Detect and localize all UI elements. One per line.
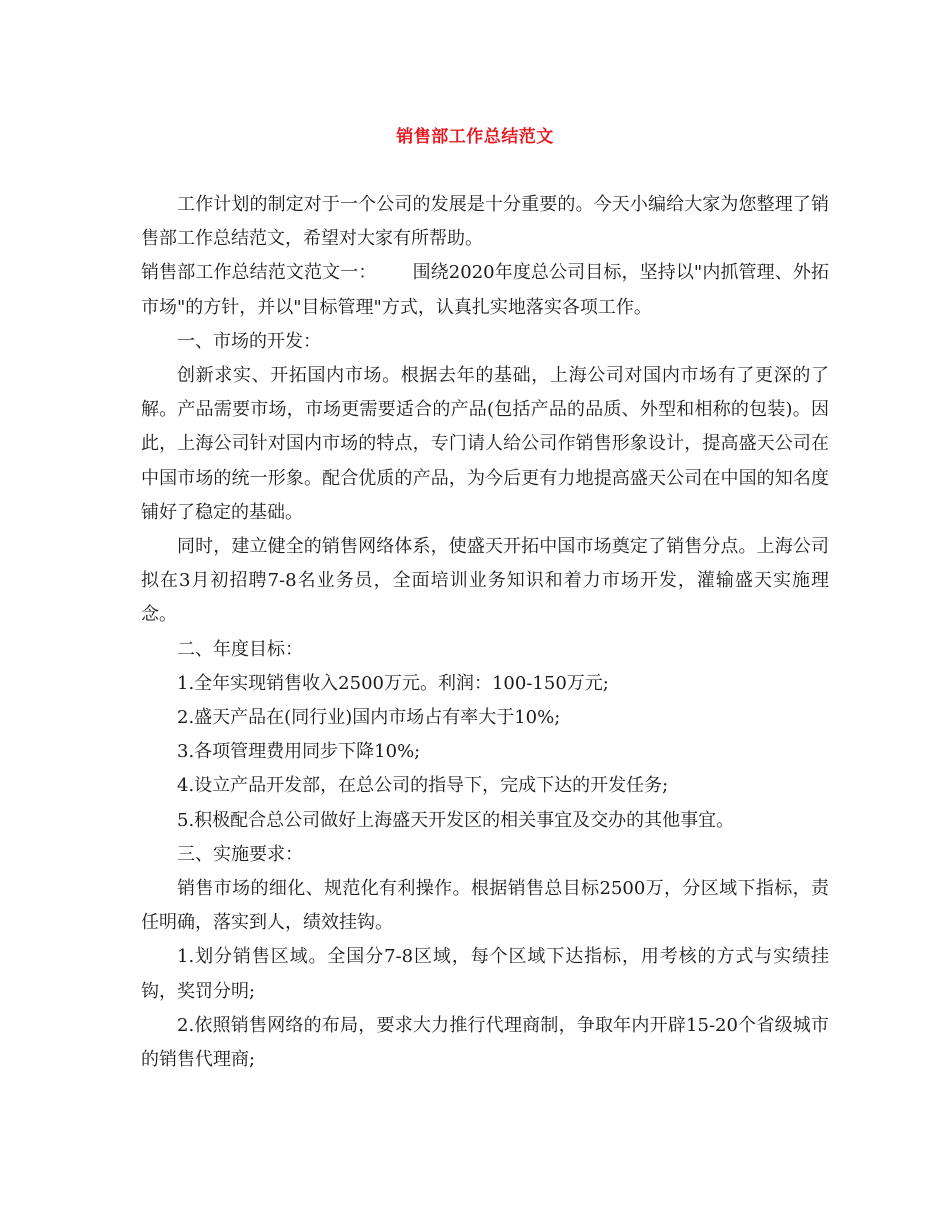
intro-paragraph: 工作计划的制定对于一个公司的发展是十分重要的。今天小编给大家为您整理了销售部工作总结范文，希望对大家有所帮助。 — [141, 194, 829, 250]
sample-heading: 销售部工作总结范文范文一： — [141, 262, 377, 284]
sample-opening-text: 围绕2020年度总公司目标，坚持以"内抓管理、外拓市场"的方针，并以"目标管理"方式，认真扎实地落实各项工作。 — [141, 262, 829, 318]
requirement-item-1: 1.划分销售区域。全国分7-8区域，每个区域下达指标，用考核的方式与实绩挂钩，奖罚分明; — [141, 946, 829, 1002]
market-paragraph-2: 同时，建立健全的销售网络体系，使盛天开拓中国市场奠定了销售分点。上海公司拟在3月初招聘7-8名业务员，全面培训业务知识和着力市场开发，灌输盛天实施理念。 — [141, 536, 829, 626]
document-title: 销售部工作总结范文 — [396, 127, 554, 147]
requirement-item-2: 2.依照销售网络的布局，要求大力推行代理商制，争取年内开辟15-20个省级城市的销售代理商; — [141, 1014, 829, 1071]
goal-item-5: 5.积极配合总公司做好上海盛天开发区的相关事宜及交办的其他事宜。 — [177, 809, 735, 831]
goal-item-3: 3.各项管理费用同步下降10%; — [177, 741, 421, 763]
goal-item-2: 2.盛天产品在(同行业)国内市场占有率大于10%; — [177, 707, 561, 729]
section-heading-requirements: 三、实施要求： — [177, 843, 303, 865]
requirements-paragraph: 销售市场的细化、规范化有利操作。根据销售总目标2500万，分区域下指标，责任明确，落实到人，绩效挂钩。 — [141, 878, 829, 934]
market-paragraph-1: 创新求实、开拓国内市场。根据去年的基础，上海公司对国内市场有了更深的了解。产品需要市场，市场更需要适合的产品(包括产品的品质、外型和相称的包装)。因此，上海公司针对国内市场的特点，专门请人给公司作销售形象设计，提高盛天公司在中国市场的统一形象。配合优质的产品，为今后更有力地提高盛天公司在中国的知名度铺好了稳定的基础。 — [141, 365, 829, 523]
document-body — [141, 188, 829, 1077]
section-intro-paragraph — [141, 256, 829, 324]
section-heading-goals: 二、年度目标： — [177, 638, 303, 660]
goal-item-4: 4.设立产品开发部，在总公司的指导下，完成下达的开发任务; — [177, 775, 669, 797]
goal-item-1: 1.全年实现销售收入2500万元。利润：100-150万元; — [177, 672, 609, 694]
section-heading-market: 一、市场的开发： — [177, 330, 321, 352]
